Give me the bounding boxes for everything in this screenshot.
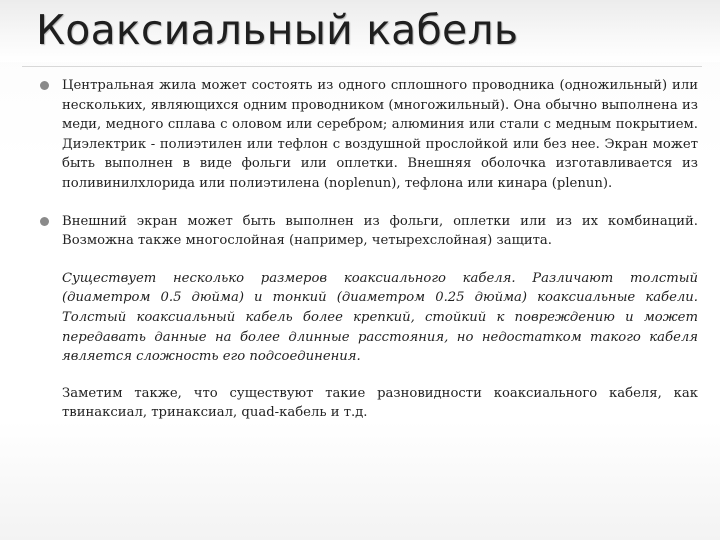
- bullet-text: Центральная жила может состоять из одного сплошного проводника (одножильный) или нескольких, являющихся одним проводником (многожильный). Она обычно выполнена из меди, медного сплава с оловом или серебром; алюминия или стали с медным покрытием. Диэлектрик - полиэтилен или тефлон с воздушной прослойкой или без нее. Экран может быть выполнен в виде фольги или оплетки. Внешняя оболочка изготавливается из поливинилхлорида или полиэтилена (noplenun), тефлона или кинара (plenun).: [62, 78, 698, 191]
- bullet-text: Внешний экран может быть выполнен из фольги, оплетки или из их комбинаций. Возможна также многослойная (например, четырехслойная) защита.: [62, 213, 698, 249]
- bullet-item: [28, 76, 698, 194]
- bullet-dot-icon: [40, 217, 49, 226]
- bullet-dot-icon: [40, 81, 49, 90]
- italic-paragraph: Существует несколько размеров коаксиального кабеля. Различают толстый (диаметром 0.5 дюйма) и тонкий (диаметром 0.25 дюйма) коаксиальные кабели. Толстый коаксиальный кабель более крепкий, стойкий к повреждению и может передавать данные на более длинные расстояния, но недостатком такого кабеля является сложность его подсоединения.: [62, 270, 698, 365]
- slide-content: [28, 76, 698, 423]
- slide-title: Коаксиальный кабель: [36, 6, 519, 54]
- bullet-item: [28, 212, 698, 251]
- title-divider: [22, 66, 702, 67]
- note-paragraph: Заметим также, что существуют такие разновидности коаксиального кабеля, как твинаксиал, тринаксиал, quad-кабель и т.д.: [62, 385, 698, 421]
